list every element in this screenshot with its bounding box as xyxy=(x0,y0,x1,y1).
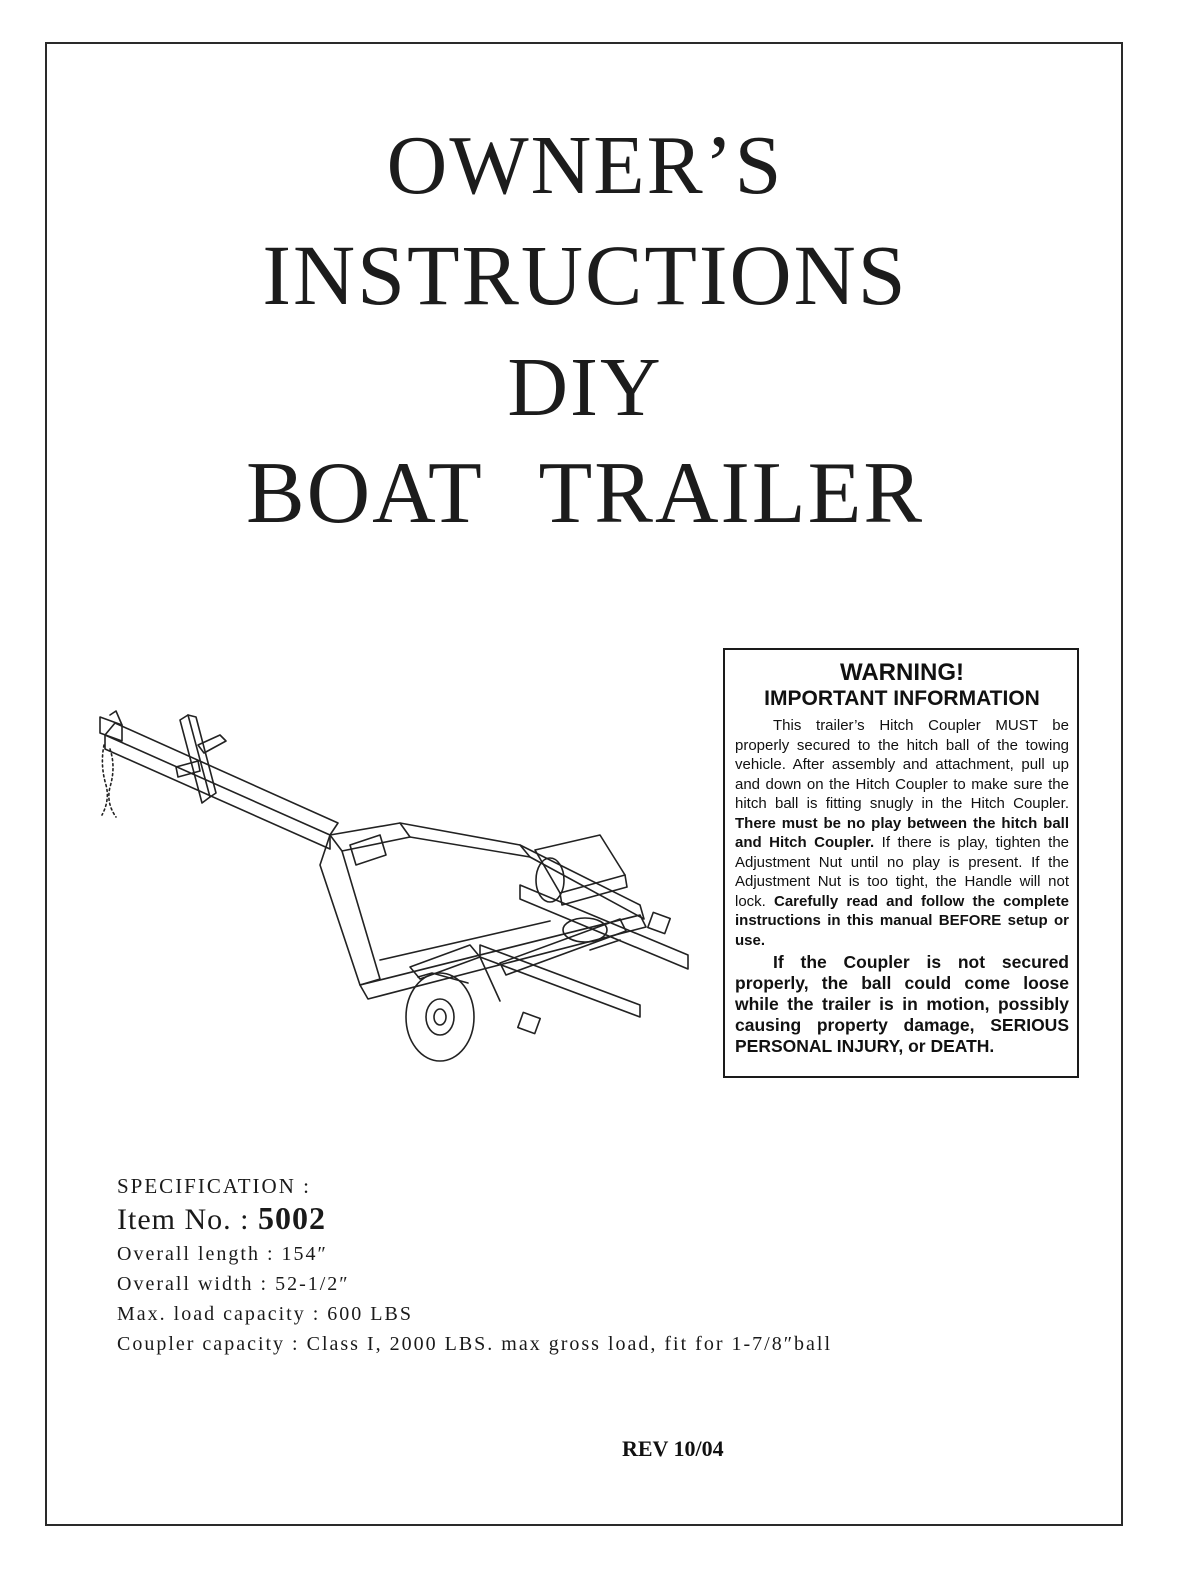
warning-text-d: Carefully read and follow the complete instructions in this manual BEFORE setup or use. xyxy=(735,892,1069,949)
revision-label: REV 10/04 xyxy=(622,1436,724,1461)
warning-danger-paragraph: If the Coupler is not secured properly, the ball could come loose while the trailer is in motion, possibly causing property damage, SERIOUS PERSONAL INJURY, or DEATH. xyxy=(735,952,1069,1056)
warning-text-b: There must be no play between the hitch ball and Hitch Coupler. xyxy=(735,814,1069,851)
spec-row-width: Overall width : 52-1/2″ xyxy=(117,1273,350,1295)
spec-item-label: Item No. : xyxy=(117,1203,258,1236)
spec-row-length: Overall length : 154″ xyxy=(117,1243,328,1265)
spec-item-number xyxy=(117,1199,832,1239)
title-line-4: BOAT TRAILER xyxy=(245,445,925,542)
warning-subtitle: IMPORTANT INFORMATION xyxy=(764,687,1040,710)
warning-text-c: If there is play, tighten the Adjustment Nut until no play is present. If the Adjustment Nut is too tight, the Handle will not lock. xyxy=(735,834,1070,910)
spec-row-load: Max. load capacity : 600 LBS xyxy=(117,1303,413,1325)
boat-trailer-illustration xyxy=(80,705,700,1065)
warning-text-a: This trailer’s Hitch Coupler MUST be properly secured to the hitch ball of the towing vehicle. After assembly and attachment, pull up and down on the Hitch Coupler to make sure the hitch ball is fitting snugly in the Hitch Coupler. xyxy=(735,717,1069,812)
warning-title: WARNING! xyxy=(840,659,964,686)
spec-row-coupler: Coupler capacity : Class I, 2000 LBS. max gross load, fit for 1-7/8″ball xyxy=(117,1333,833,1355)
title-line-3: DIY xyxy=(507,341,663,434)
warning-paragraph xyxy=(735,716,1069,950)
title-line-1: OWNER’S xyxy=(386,119,784,212)
specification-block xyxy=(117,1173,832,1359)
spec-heading: SPECIFICATION : xyxy=(117,1174,311,1198)
title-line-2: INSTRUCTIONS xyxy=(262,227,908,323)
spec-item-value: 5002 xyxy=(257,1200,326,1236)
warning-box xyxy=(723,648,1079,1078)
